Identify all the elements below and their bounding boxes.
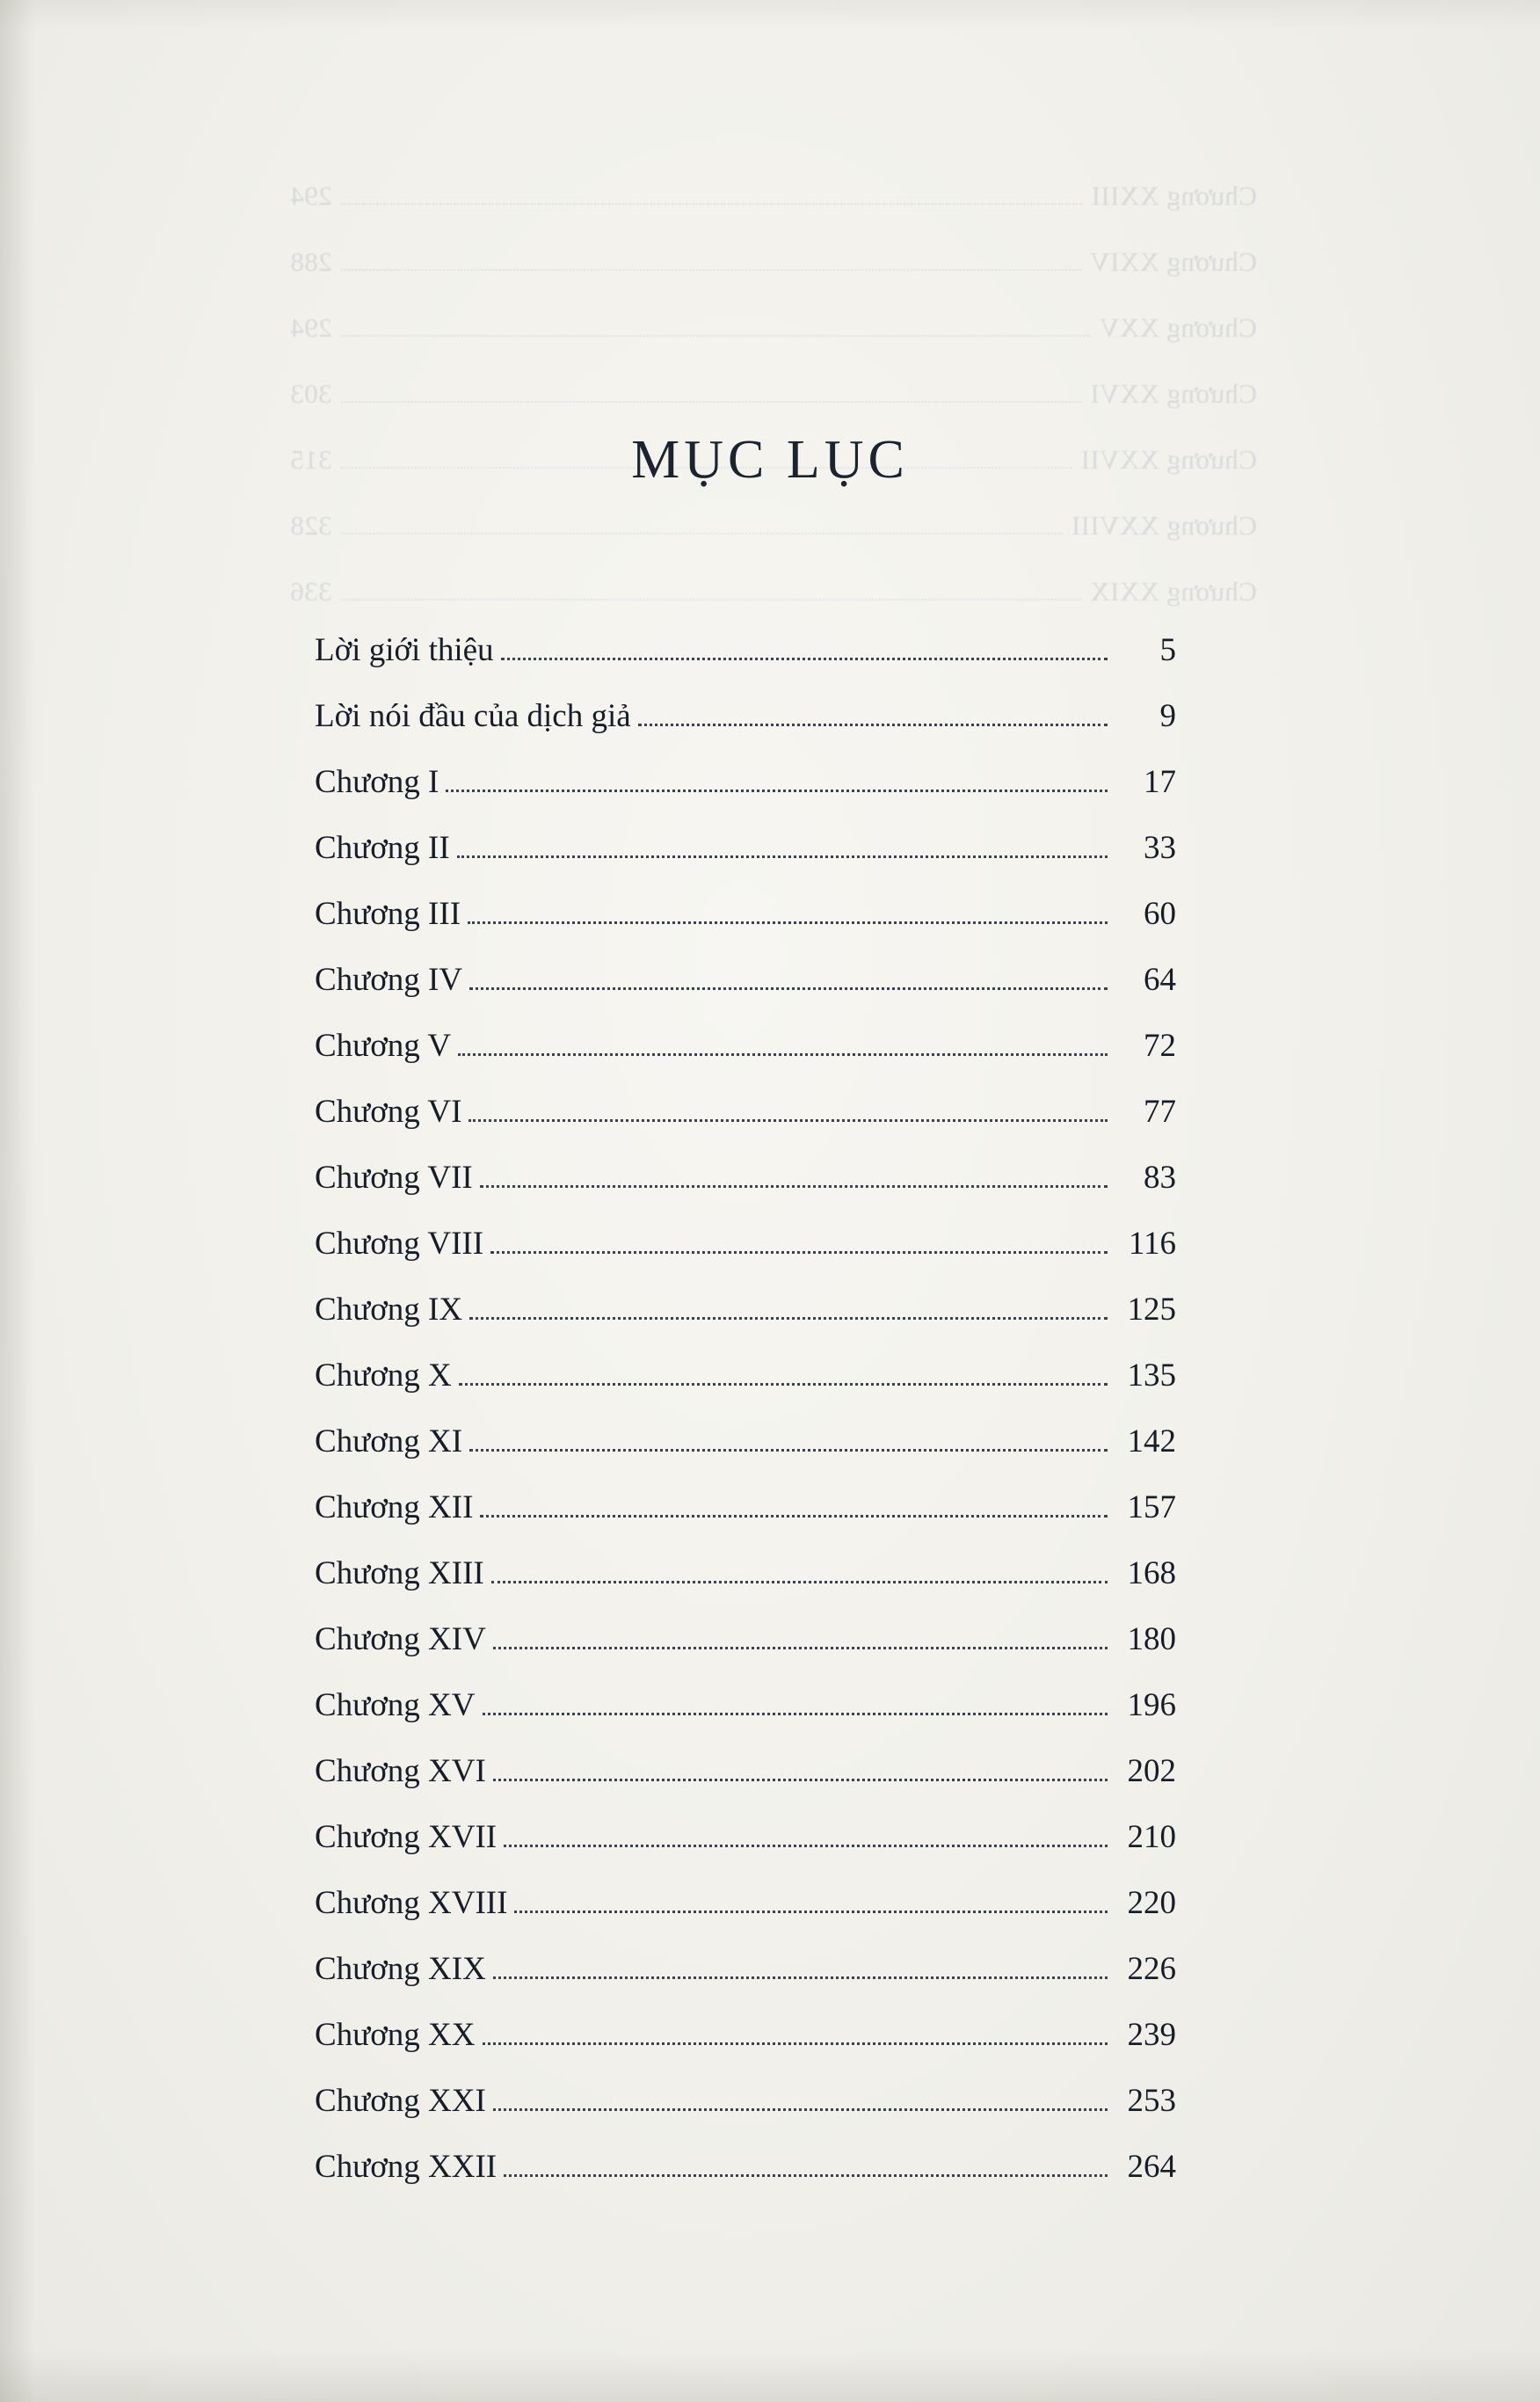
toc-entry-page: 157 bbox=[1127, 1489, 1176, 1525]
toc-entry-label: Chương IV bbox=[315, 962, 463, 998]
toc-entry[interactable] bbox=[315, 1752, 1176, 1818]
toc-entry-label: Chương XIII bbox=[315, 1555, 484, 1591]
toc-entry-label: Chương VI bbox=[315, 1094, 462, 1130]
toc-entry[interactable] bbox=[315, 1489, 1176, 1554]
toc-entry[interactable] bbox=[315, 895, 1176, 961]
toc-entry-label: Chương II bbox=[315, 830, 450, 866]
toc-entry[interactable] bbox=[315, 1950, 1176, 2016]
toc-entry-label: Chương XIV bbox=[315, 1621, 486, 1657]
toc-entry-label: Lời nói đầu của dịch giả bbox=[315, 698, 631, 734]
toc-entry-page: 264 bbox=[1127, 2149, 1176, 2185]
toc-entry-page: 72 bbox=[1144, 1028, 1176, 1064]
toc-entry[interactable] bbox=[315, 1291, 1176, 1357]
toc-leader-dots bbox=[459, 1383, 1108, 1386]
toc-entry-page: 135 bbox=[1127, 1357, 1176, 1394]
toc-entry-page: 17 bbox=[1144, 764, 1176, 800]
toc-entry-page: 226 bbox=[1127, 1951, 1176, 1987]
toc-entry-page: 116 bbox=[1128, 1226, 1176, 1262]
toc-entry-label: Chương XVII bbox=[315, 1819, 498, 1855]
toc-entry-label: Chương XXI bbox=[315, 2083, 486, 2119]
toc-entry[interactable] bbox=[315, 961, 1176, 1027]
toc-entry-page: 142 bbox=[1127, 1423, 1176, 1459]
toc-entry-page: 125 bbox=[1127, 1292, 1176, 1328]
toc-entry-page: 33 bbox=[1144, 830, 1176, 866]
toc-entry[interactable] bbox=[315, 1027, 1176, 1093]
toc-entry-page: 180 bbox=[1127, 1621, 1176, 1657]
toc-entry[interactable] bbox=[315, 1357, 1176, 1423]
toc-entry-label: Lời giới thiệu bbox=[315, 632, 494, 668]
toc-entry[interactable] bbox=[315, 1884, 1176, 1950]
toc-leader-dots bbox=[501, 658, 1108, 660]
toc-entry-page: 83 bbox=[1144, 1160, 1176, 1196]
toc-leader-dots bbox=[469, 1119, 1108, 1122]
toc-entry-page: 210 bbox=[1127, 1819, 1176, 1855]
toc-leader-dots bbox=[480, 1185, 1108, 1188]
toc-leader-dots bbox=[493, 1779, 1108, 1781]
toc-entry[interactable] bbox=[315, 1620, 1176, 1686]
toc-entry-label: Chương XXII bbox=[315, 2149, 498, 2185]
toc-leader-dots bbox=[490, 1251, 1108, 1254]
toc-entry-label: Chương VIII bbox=[315, 1226, 484, 1262]
toc-entry-page: 202 bbox=[1127, 1753, 1176, 1789]
toc-entry-page: 239 bbox=[1127, 2017, 1176, 2053]
toc-entry-label: Chương XVI bbox=[315, 1753, 486, 1789]
toc-leader-dots bbox=[457, 855, 1108, 858]
toc-entry[interactable] bbox=[315, 631, 1176, 697]
toc-entry-label: Chương IX bbox=[315, 1292, 463, 1328]
toc-entry-page: 5 bbox=[1159, 632, 1176, 668]
toc-entry[interactable] bbox=[315, 2082, 1176, 2148]
toc-leader-dots bbox=[483, 2042, 1108, 2045]
toc-leader-dots bbox=[480, 1515, 1108, 1518]
toc-entry-page: 77 bbox=[1144, 1094, 1176, 1130]
toc-leader-dots bbox=[458, 1053, 1108, 1056]
toc-entry-page: 64 bbox=[1144, 962, 1176, 998]
toc-leader-dots bbox=[514, 1911, 1108, 1913]
toc-entry-page: 220 bbox=[1127, 1885, 1176, 1921]
toc-entry-label: Chương III bbox=[315, 896, 461, 932]
toc-entry[interactable] bbox=[315, 829, 1176, 895]
toc-entry[interactable] bbox=[315, 1818, 1176, 1884]
toc-list bbox=[315, 631, 1176, 2214]
toc-entry[interactable] bbox=[315, 2148, 1176, 2214]
toc-entry[interactable] bbox=[315, 1554, 1176, 1620]
toc-entry-page: 9 bbox=[1159, 698, 1176, 734]
toc-leader-dots bbox=[469, 987, 1108, 990]
toc-leader-dots bbox=[504, 2174, 1108, 2177]
toc-entry-label: Chương V bbox=[315, 1028, 452, 1064]
toc-entry[interactable] bbox=[315, 763, 1176, 829]
toc-leader-dots bbox=[469, 1317, 1108, 1320]
toc-leader-dots bbox=[469, 1449, 1108, 1452]
toc-entry[interactable] bbox=[315, 1225, 1176, 1291]
toc-entry-label: Chương X bbox=[315, 1357, 452, 1394]
toc-entry-label: Chương XV bbox=[315, 1687, 476, 1723]
toc-entry-label: Chương I bbox=[315, 764, 439, 800]
toc-entry-page: 253 bbox=[1127, 2083, 1176, 2119]
toc-leader-dots bbox=[493, 1647, 1108, 1649]
toc-entry[interactable] bbox=[315, 2016, 1176, 2082]
toc-entry[interactable] bbox=[315, 1423, 1176, 1489]
toc-entry-page: 196 bbox=[1127, 1687, 1176, 1723]
page-title: MỤC LỤC bbox=[631, 430, 909, 490]
toc-entry-label: Chương XIX bbox=[315, 1951, 486, 1987]
toc-leader-dots bbox=[483, 1713, 1108, 1715]
toc-entry-label: Chương VII bbox=[315, 1160, 473, 1196]
toc-leader-dots bbox=[468, 921, 1108, 924]
toc-entry-page: 60 bbox=[1144, 896, 1176, 932]
toc-entry-page: 168 bbox=[1127, 1555, 1176, 1591]
toc-leader-dots bbox=[491, 1581, 1108, 1583]
toc-leader-dots bbox=[638, 724, 1108, 726]
toc-leader-dots bbox=[493, 1976, 1108, 1979]
toc-entry[interactable] bbox=[315, 697, 1176, 763]
toc-leader-dots bbox=[504, 1845, 1108, 1847]
toc-leader-dots bbox=[493, 2108, 1108, 2111]
toc-leader-dots bbox=[446, 790, 1108, 792]
toc-entry-label: Chương XVIII bbox=[315, 1885, 508, 1921]
toc-entry-label: Chương XX bbox=[315, 2017, 476, 2053]
toc-entry[interactable] bbox=[315, 1159, 1176, 1225]
toc-entry-label: Chương XI bbox=[315, 1423, 463, 1459]
toc-entry[interactable] bbox=[315, 1686, 1176, 1752]
toc-entry[interactable] bbox=[315, 1093, 1176, 1159]
toc-entry-label: Chương XII bbox=[315, 1489, 474, 1525]
